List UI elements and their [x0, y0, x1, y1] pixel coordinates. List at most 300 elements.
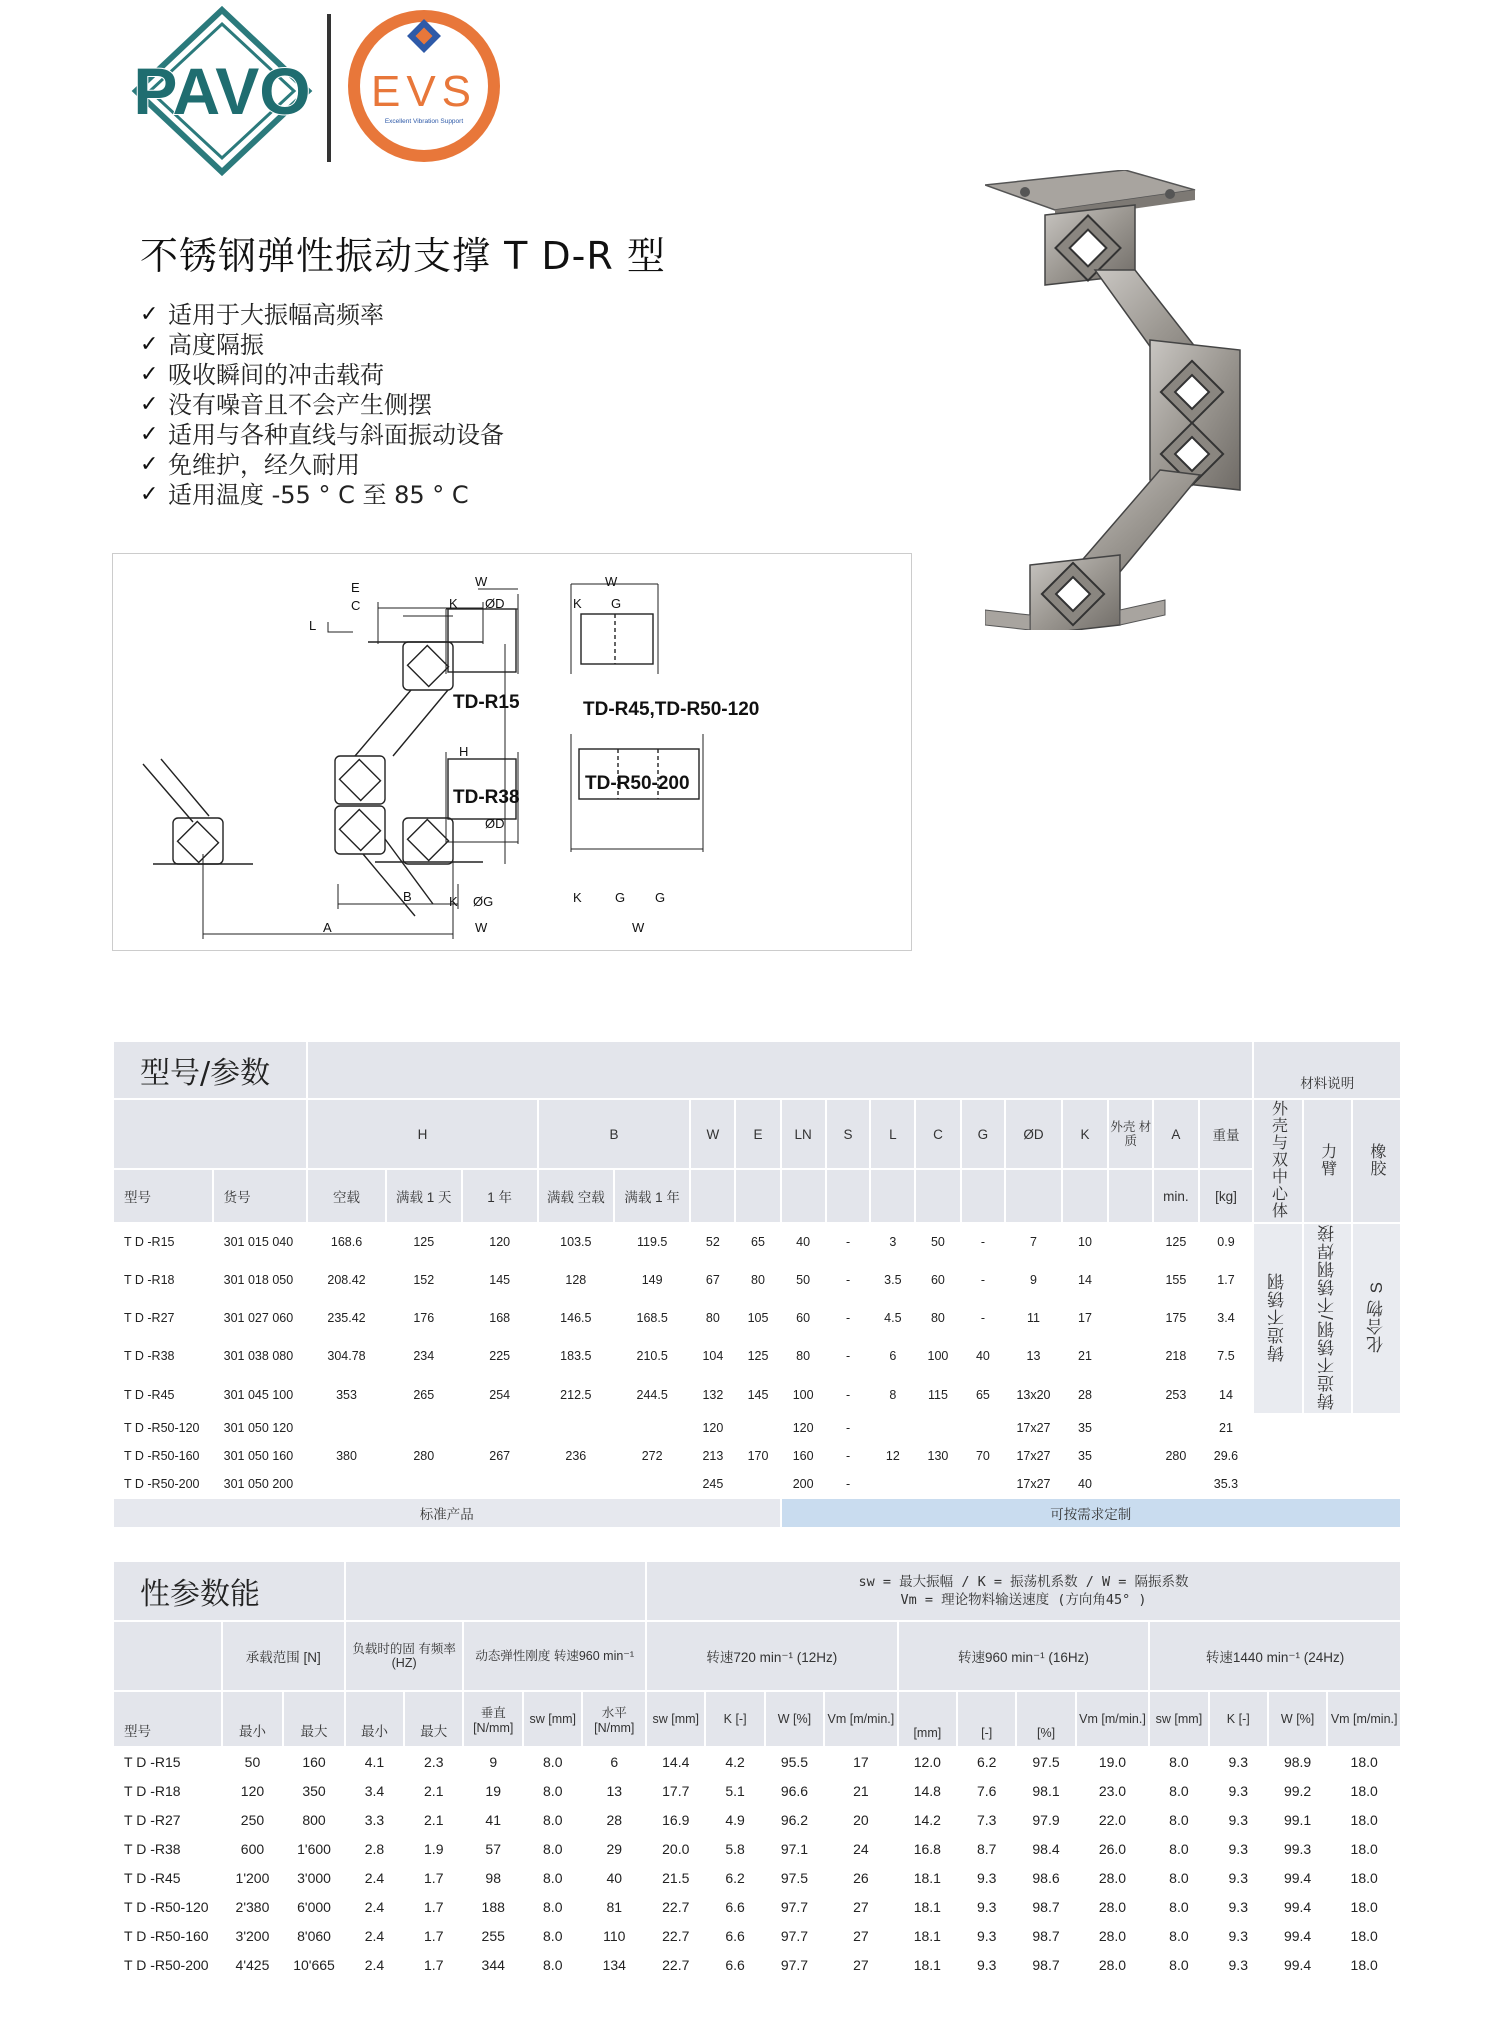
header-cell: W [%]: [1269, 1692, 1326, 1746]
feature-text: 适用于大振幅高频率: [168, 301, 384, 329]
performance-table: [112, 1560, 1402, 1980]
table-cell: 22.0: [1077, 1806, 1148, 1833]
table-cell: 18.0: [1328, 1893, 1400, 1920]
table-cell: 27: [825, 1893, 896, 1920]
view-label: TD-R45,TD-R50-120: [583, 699, 760, 720]
table-cell: 6: [583, 1748, 645, 1775]
table-cell: 1.9: [405, 1835, 462, 1862]
check-icon: ✓: [140, 302, 159, 327]
table-row: [114, 1777, 1400, 1804]
table-cell: T D -R15: [114, 1224, 212, 1260]
table-cell: 17x27: [1006, 1443, 1060, 1469]
table-cell: 8.0: [1150, 1922, 1207, 1949]
table-cell: 125: [387, 1224, 461, 1260]
table-cell: 110: [583, 1922, 645, 1949]
header-cell: 承载范围 [N]: [223, 1622, 344, 1690]
table-row: [114, 1224, 1400, 1260]
table-cell: 212.5: [539, 1377, 613, 1413]
header-cell: 最大: [405, 1692, 462, 1746]
table-cell: 99.3: [1269, 1835, 1326, 1862]
table-cell: T D -R50-120: [114, 1415, 212, 1441]
table-cell: T D -R50-160: [114, 1443, 212, 1469]
table-cell: 9.3: [1210, 1864, 1267, 1891]
feature-text: 高度隔振: [168, 331, 264, 359]
table-cell: 60: [782, 1300, 825, 1336]
table-row: [114, 1922, 1400, 1949]
technical-drawing: [112, 553, 912, 951]
table-cell: 11: [1006, 1300, 1060, 1336]
table-cell: 280: [1154, 1415, 1197, 1497]
table-cell: 301 018 050: [214, 1262, 307, 1298]
table-cell: 3.4: [346, 1777, 403, 1804]
table-cell: 14.4: [647, 1748, 704, 1775]
table-cell: 2.3: [405, 1748, 462, 1775]
table-cell: T D -R27: [114, 1806, 221, 1833]
table-cell: 17: [1063, 1300, 1108, 1336]
table-cell: 28.0: [1077, 1864, 1148, 1891]
table-cell: 120: [691, 1415, 734, 1441]
table-cell: 22.7: [647, 1951, 704, 1978]
spec-table-title: 型号/参数: [114, 1042, 306, 1098]
table-cell: 98.1: [1017, 1777, 1074, 1804]
feature-item: [140, 360, 504, 390]
table-cell: -: [962, 1262, 1005, 1298]
legend-line: sw = 最大振幅 / K = 振荡机系数 / W = 隔振系数: [858, 1574, 1189, 1590]
feature-text: 免维护，经久耐用: [168, 451, 360, 479]
table-cell: 8.0: [1150, 1748, 1207, 1775]
table-cell: T D -R50-160: [114, 1922, 221, 1949]
table-cell: 253: [1154, 1377, 1197, 1413]
table-cell: 1.7: [405, 1951, 462, 1978]
table-cell: 9.3: [958, 1864, 1015, 1891]
table-cell: 29.6: [1200, 1443, 1253, 1469]
table-cell: 3.4: [1200, 1300, 1253, 1336]
page-title: 不锈钢弹性振动支撑 T D-R 型: [140, 234, 666, 278]
table-cell: 9.3: [1210, 1922, 1267, 1949]
header-cell: K [-]: [1210, 1692, 1267, 1746]
table-cell: 16.9: [647, 1806, 704, 1833]
table-cell: 7.3: [958, 1806, 1015, 1833]
material-col-header: [1353, 1100, 1400, 1222]
table-cell: 301 045 100: [214, 1377, 307, 1413]
table-cell: 145: [736, 1377, 779, 1413]
table-cell: 8.0: [1150, 1835, 1207, 1862]
header-cell: W: [691, 1100, 734, 1168]
header-spacer: [308, 1042, 1252, 1098]
table-cell: 100: [782, 1377, 825, 1413]
table-cell: 28: [1063, 1377, 1108, 1413]
header-cell: S: [827, 1100, 870, 1168]
table-cell: 10'665: [284, 1951, 344, 1978]
table-cell: 5.8: [706, 1835, 763, 1862]
table-cell: 7.6: [958, 1777, 1015, 1804]
table-cell: 14.2: [899, 1806, 956, 1833]
material-col-text: 力臂: [1318, 1142, 1336, 1177]
table-row: [114, 1835, 1400, 1862]
table-cell: 9: [1006, 1262, 1060, 1298]
table-cell: [1109, 1415, 1152, 1497]
header-cell: 货号: [214, 1170, 307, 1222]
table-cell: -: [962, 1224, 1005, 1260]
feature-item: [140, 300, 504, 330]
table-cell: 97.7: [766, 1951, 823, 1978]
table-cell: 14.8: [899, 1777, 956, 1804]
table-cell: 245: [691, 1471, 734, 1497]
table-cell: 40: [1063, 1471, 1108, 1497]
header-cell: 型号: [114, 1692, 221, 1746]
table-cell: 96.2: [766, 1806, 823, 1833]
pavo-logo: [122, 6, 322, 176]
table-cell: 8.0: [1150, 1806, 1207, 1833]
table-cell: -: [827, 1300, 870, 1336]
table-cell: 98.9: [1269, 1748, 1326, 1775]
material-text: 化合物 S: [1366, 1280, 1386, 1353]
header-cell: 负载时的固 有频率 (HZ): [346, 1622, 463, 1690]
check-icon: ✓: [140, 332, 159, 357]
table-cell: 200: [782, 1471, 825, 1497]
table-cell: 2.4: [346, 1864, 403, 1891]
table-cell: 50: [223, 1748, 283, 1775]
table-cell: 18.1: [899, 1864, 956, 1891]
table-cell: 35.3: [1200, 1471, 1253, 1497]
table-cell: 9.3: [1210, 1777, 1267, 1804]
header-cell: sw [mm]: [524, 1692, 581, 1746]
legend-line: Vm = 理论物料输送速度 (方向角45° ): [900, 1592, 1147, 1608]
table-cell: 97.5: [766, 1864, 823, 1891]
table-cell: 20: [825, 1806, 896, 1833]
table-cell: 301 038 080: [214, 1338, 307, 1374]
table-cell: 17x27: [1006, 1415, 1060, 1441]
dim-label: W: [475, 574, 488, 589]
table-cell: 168.6: [308, 1224, 385, 1260]
table-cell: 80: [691, 1300, 734, 1336]
dim-label: K: [573, 890, 582, 905]
material-col-text: 外壳与双中心体: [1269, 1100, 1287, 1219]
table-cell: 9.3: [1210, 1806, 1267, 1833]
table-cell: 70: [962, 1415, 1005, 1497]
material-text: 铸造不锈钢: [1268, 1271, 1288, 1362]
table-cell: 236: [539, 1415, 613, 1497]
table-cell: 35: [1063, 1443, 1108, 1469]
table-cell: 8.0: [524, 1748, 581, 1775]
table-cell: T D -R18: [114, 1777, 221, 1804]
table-cell: 98: [464, 1864, 522, 1891]
logo-divider: [327, 14, 331, 162]
feature-text: 适用温度 -55 ° C 至 85 ° C: [168, 481, 469, 509]
header-cell: 满载 1 天: [387, 1170, 461, 1222]
table-cell: 119.5: [615, 1224, 689, 1260]
table-cell: 132: [691, 1377, 734, 1413]
check-icon: ✓: [140, 362, 159, 387]
perf-table-title: 性参数能: [114, 1562, 344, 1620]
header-cell: [%]: [1017, 1692, 1074, 1746]
table-cell: 800: [284, 1806, 344, 1833]
table-cell: 2.4: [346, 1951, 403, 1978]
table-cell: 28.0: [1077, 1951, 1148, 1978]
feature-list: [140, 300, 504, 510]
check-icon: ✓: [140, 482, 159, 507]
table-cell: 18.0: [1328, 1777, 1400, 1804]
table-cell: 65: [962, 1377, 1005, 1413]
table-cell: 97.5: [1017, 1748, 1074, 1775]
table-cell: 208.42: [308, 1262, 385, 1298]
table-cell: 160: [284, 1748, 344, 1775]
table-cell: 8.0: [524, 1922, 581, 1949]
table-cell: 50: [782, 1262, 825, 1298]
table-cell: 16.8: [899, 1835, 956, 1862]
table-cell: 17.7: [647, 1777, 704, 1804]
header-cell: 最大: [284, 1692, 344, 1746]
table-cell: 104: [691, 1338, 734, 1374]
table-cell: T D -R18: [114, 1262, 212, 1298]
dim-label: ØG: [473, 894, 494, 909]
table-cell: 600: [223, 1835, 283, 1862]
header-cell: 满载 1 年: [615, 1170, 689, 1222]
spec-table: [112, 1040, 1402, 1529]
table-cell: -: [962, 1300, 1005, 1336]
table-cell: 6.6: [706, 1951, 763, 1978]
table-cell: 272: [615, 1415, 689, 1497]
header-cell: 1 年: [463, 1170, 537, 1222]
dim-label: A: [323, 920, 332, 935]
feature-item: [140, 450, 504, 480]
dim-label: W: [605, 574, 618, 589]
table-cell: 27: [825, 1951, 896, 1978]
material-cell: [1304, 1224, 1351, 1413]
header-cell: [114, 1100, 306, 1168]
header-cell: H: [308, 1100, 536, 1168]
table-cell: 301 050 160: [214, 1443, 307, 1469]
table-cell: 4.5: [871, 1300, 914, 1336]
table-row: [114, 1377, 1400, 1413]
table-cell: 4'425: [223, 1951, 283, 1978]
header-cell: L: [871, 1100, 914, 1168]
table-cell: 12: [871, 1415, 914, 1497]
table-cell: 1'200: [223, 1864, 283, 1891]
material-col-header: [1304, 1100, 1351, 1222]
table-cell: 97.7: [766, 1893, 823, 1920]
dim-label: K: [573, 596, 582, 611]
header-cell: sw [mm]: [647, 1692, 704, 1746]
header-cell: 最小: [346, 1692, 403, 1746]
header-cell: sw [mm]: [1150, 1692, 1207, 1746]
table-cell: 5.1: [706, 1777, 763, 1804]
table-cell: 160: [782, 1443, 825, 1469]
table-cell: 2.4: [346, 1922, 403, 1949]
table-cell: 28.0: [1077, 1893, 1148, 1920]
table-cell: 120: [463, 1224, 537, 1260]
material-header: 材料说明: [1254, 1042, 1400, 1098]
table-cell: 8.0: [1150, 1777, 1207, 1804]
table-cell: 176: [387, 1300, 461, 1336]
evs-logo-text: EVS: [370, 67, 478, 116]
header-cell: LN: [782, 1100, 825, 1168]
header-cell: Vm [m/min.]: [1328, 1692, 1400, 1746]
table-cell: 10: [1063, 1224, 1108, 1260]
table-cell: 2.1: [405, 1777, 462, 1804]
dim-label: ØD: [485, 596, 505, 611]
table-cell: 65: [736, 1224, 779, 1260]
table-cell: 146.5: [539, 1300, 613, 1336]
material-cell: [1254, 1224, 1301, 1413]
table-cell: 18.0: [1328, 1748, 1400, 1775]
table-cell: 21.5: [647, 1864, 704, 1891]
table-cell: -: [827, 1377, 870, 1413]
footer-custom: 可按需求定制: [782, 1499, 1400, 1527]
header-cell: W [%]: [766, 1692, 823, 1746]
dim-label: G: [655, 890, 666, 905]
dim-label: C: [351, 598, 361, 613]
table-cell: 1.7: [1200, 1262, 1253, 1298]
header-cell: Vm [m/min.]: [825, 1692, 896, 1746]
evs-logo: [344, 6, 504, 166]
feature-item: [140, 390, 504, 420]
table-cell: 8.0: [1150, 1951, 1207, 1978]
feature-item: [140, 480, 504, 510]
table-cell: 19.0: [1077, 1748, 1148, 1775]
table-cell: 98.7: [1017, 1893, 1074, 1920]
header-cell: ØD: [1006, 1100, 1060, 1168]
table-row: [114, 1338, 1400, 1374]
table-cell: 128: [539, 1262, 613, 1298]
table-cell: 8.0: [1150, 1893, 1207, 1920]
table-cell: 21: [1200, 1415, 1253, 1441]
table-cell: 168: [463, 1300, 537, 1336]
check-icon: ✓: [140, 452, 159, 477]
table-cell: 4.1: [346, 1748, 403, 1775]
table-cell: 125: [736, 1338, 779, 1374]
table-cell: 35: [1063, 1415, 1108, 1441]
table-cell: 218: [1154, 1338, 1197, 1374]
header-cell: C: [916, 1100, 959, 1168]
table-cell: 170: [736, 1415, 779, 1497]
table-cell: 280: [387, 1415, 461, 1497]
header-cell: B: [539, 1100, 690, 1168]
table-cell: 3: [871, 1224, 914, 1260]
table-cell: T D -R38: [114, 1338, 212, 1374]
table-cell: 3.3: [346, 1806, 403, 1833]
header-cell: 转速960 min⁻¹ (16Hz): [899, 1622, 1149, 1690]
header-cell: 水平 [N/mm]: [583, 1692, 645, 1746]
table-cell: 99.2: [1269, 1777, 1326, 1804]
table-cell: 80: [916, 1300, 959, 1336]
table-cell: 3'200: [223, 1922, 283, 1949]
table-cell: 97.9: [1017, 1806, 1074, 1833]
header-cell: 转速1440 min⁻¹ (24Hz): [1150, 1622, 1400, 1690]
table-row: [114, 1806, 1400, 1833]
table-cell: 98.4: [1017, 1835, 1074, 1862]
table-cell: 8.0: [524, 1893, 581, 1920]
header-cell: 最小: [223, 1692, 283, 1746]
feature-item: [140, 330, 504, 360]
header-cell: min.: [1154, 1170, 1197, 1222]
table-row: [114, 1415, 1400, 1441]
material-text: 铸造不锈钢/不锈钢焊接: [1317, 1224, 1337, 1410]
table-cell: 26: [825, 1864, 896, 1891]
table-cell: 1.7: [405, 1922, 462, 1949]
table-row: [114, 1893, 1400, 1920]
table-cell: 7.5: [1200, 1338, 1253, 1374]
table-cell: 380: [308, 1415, 385, 1497]
check-icon: ✓: [140, 392, 159, 417]
table-cell: 4.9: [706, 1806, 763, 1833]
table-cell: -: [827, 1338, 870, 1374]
table-cell: 9.3: [1210, 1835, 1267, 1862]
table-cell: 9.3: [1210, 1893, 1267, 1920]
table-cell: 28.0: [1077, 1922, 1148, 1949]
header-cell: E: [736, 1100, 779, 1168]
table-cell: 99.4: [1269, 1951, 1326, 1978]
header-spacer: [346, 1562, 645, 1620]
table-cell: -: [827, 1443, 870, 1469]
table-cell: 21: [1063, 1338, 1108, 1374]
table-cell: 6.6: [706, 1893, 763, 1920]
dim-label: ØD: [485, 816, 505, 831]
footer-standard: 标准产品: [114, 1499, 780, 1527]
table-cell: 26.0: [1077, 1835, 1148, 1862]
table-cell: 234: [387, 1338, 461, 1374]
header-cell: Vm [m/min.]: [1077, 1692, 1148, 1746]
side-view: [143, 602, 505, 939]
table-cell: 235.42: [308, 1300, 385, 1336]
table-cell: 103.5: [539, 1224, 613, 1260]
table-cell: 6.6: [706, 1922, 763, 1949]
table-cell: 20.0: [647, 1835, 704, 1862]
table-cell: T D -R50-200: [114, 1951, 221, 1978]
table-cell: -: [827, 1471, 870, 1497]
dim-label: W: [632, 920, 645, 935]
table-cell: 60: [916, 1262, 959, 1298]
table-cell: 9.3: [958, 1893, 1015, 1920]
evs-tagline: Excellent Vibration Support: [384, 118, 464, 125]
table-cell: 22.7: [647, 1893, 704, 1920]
header-cell: 重量: [1200, 1100, 1253, 1168]
table-cell: 301 015 040: [214, 1224, 307, 1260]
table-cell: 168.5: [615, 1300, 689, 1336]
table-row: [114, 1262, 1400, 1298]
table-cell: T D -R38: [114, 1835, 221, 1862]
header-cell: 垂直 [N/mm]: [464, 1692, 522, 1746]
table-cell: 301 050 200: [214, 1471, 307, 1497]
table-cell: 9: [464, 1748, 522, 1775]
header-cell: [kg]: [1200, 1170, 1253, 1222]
table-cell: 23.0: [1077, 1777, 1148, 1804]
table-cell: 99.4: [1269, 1864, 1326, 1891]
feature-text: 适用与各种直线与斜面振动设备: [168, 421, 504, 449]
header-cell: 空载: [308, 1170, 385, 1222]
dim-label: G: [611, 596, 622, 611]
table-cell: 6.2: [958, 1748, 1015, 1775]
table-cell: 105: [736, 1300, 779, 1336]
table-cell: 40: [962, 1338, 1005, 1374]
header-cell: [-]: [958, 1692, 1015, 1746]
table-cell: [1109, 1262, 1152, 1298]
table-cell: 120: [223, 1777, 283, 1804]
table-cell: -: [827, 1224, 870, 1260]
table-cell: 155: [1154, 1262, 1197, 1298]
table-cell: 125: [1154, 1224, 1197, 1260]
header-cell: 满载 空载: [539, 1170, 613, 1222]
table-cell: 29: [583, 1835, 645, 1862]
table-cell: 344: [464, 1951, 522, 1978]
table-cell: 99.4: [1269, 1922, 1326, 1949]
dim-label: B: [403, 889, 412, 904]
table-cell: 2'380: [223, 1893, 283, 1920]
table-cell: T D -R27: [114, 1300, 212, 1336]
table-cell: 225: [463, 1338, 537, 1374]
table-cell: 6'000: [284, 1893, 344, 1920]
dim-label: L: [309, 618, 317, 633]
